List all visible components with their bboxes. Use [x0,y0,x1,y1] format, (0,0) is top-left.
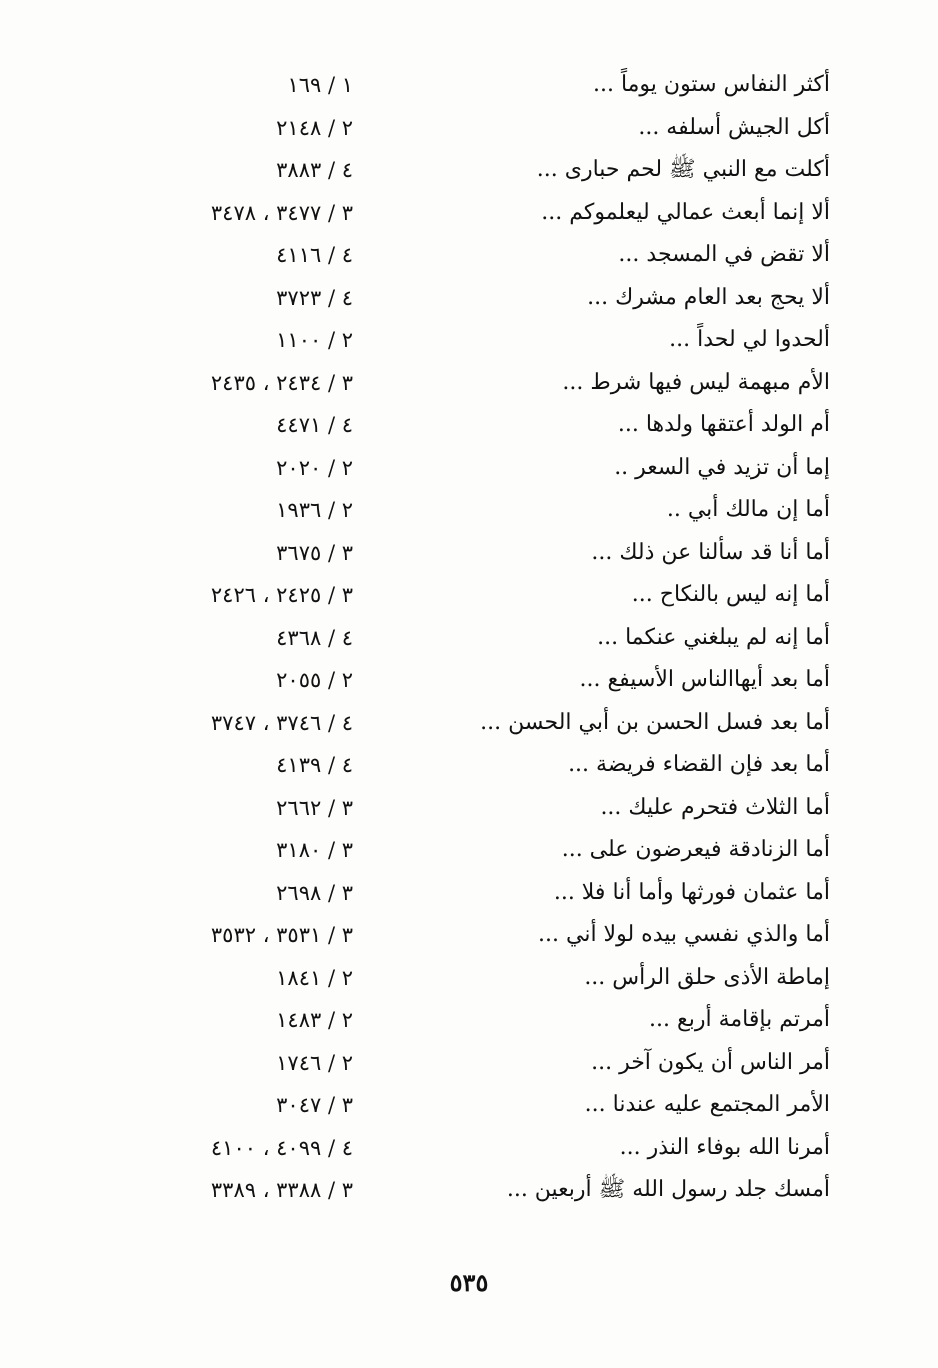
volume-number-reference: ١ / ١٦٩ [287,73,353,97]
index-entry [0,787,938,830]
hadith-incipit: أكثر النفاس ستون يوماً ... [592,72,830,97]
volume-number-reference: ٤ / ٤١٣٩ [276,753,353,777]
index-entry [0,744,938,787]
volume-number-reference: ٣ / ٣٠٤٧ [276,1093,353,1117]
hadith-incipit: أما بعد فإن القضاء فريضة ... [568,752,830,777]
hadith-incipit: الأم مبهمة ليس فيها شرط ... [562,369,830,395]
index-entry [0,999,938,1042]
index-entry [0,829,938,872]
hadith-incipit: أما إنه ليس بالنكاح ... [631,582,830,607]
hadith-incipit: أم الولد أعتقها ولدها ... [617,412,830,437]
hadith-incipit: أما والذي نفسي بيده لولا أني ... [538,922,830,947]
hadith-index-list [0,64,938,1212]
volume-number-reference: ٤ / ٤١١٦ [276,243,353,267]
volume-number-reference: ٤ / ٤٣٦٨ [276,625,353,650]
index-entry [0,107,938,150]
volume-number-reference: ٣ / ٣٣٨٨ ، ٣٣٨٩ [210,1178,353,1202]
hadith-incipit: أما إنه لم يبلغني عنكما ... [597,624,830,650]
volume-number-reference: ٢ / ١٤٨٣ [276,1008,353,1032]
hadith-incipit: أمرنا الله بوفاء النذر ... [619,1134,830,1160]
index-entry [0,1042,938,1085]
index-entry [0,872,938,915]
volume-number-reference: ٢ / ٢٠٢٠ [276,455,353,480]
index-entry [0,532,938,575]
hadith-incipit: ألا يحج بعد العام مشرك ... [587,284,830,310]
index-entry [0,362,938,405]
index-entry [0,1127,938,1170]
volume-number-reference: ٣ / ٣٥٣١ ، ٣٥٣٢ [210,923,353,947]
hadith-incipit: إما أن تزيد في السعر .. [614,454,830,480]
hadith-incipit: أكل الجيش أسلفه ... [638,114,830,140]
volume-number-reference: ٤ / ٣٨٨٣ [276,158,353,182]
hadith-incipit: أمر الناس أن يكون آخر ... [591,1049,830,1075]
index-entry [0,64,938,107]
index-entry [0,574,938,617]
hadith-incipit: ألا إنما أبعث عمالي ليعلموكم ... [541,199,830,225]
volume-number-reference: ٤ / ٣٧٤٦ ، ٣٧٤٧ [210,710,353,735]
hadith-incipit: أما الزنادقة فيعرضون على ... [561,837,830,862]
index-entry [0,319,938,362]
volume-number-reference: ٣ / ٣٤٧٧ ، ٣٤٧٨ [210,200,353,225]
index-entry [0,149,938,192]
hadith-incipit: أمسك جلد رسول الله ﷺ أربعين ... [506,1177,830,1202]
hadith-incipit: أما إن مالك أبي .. [666,497,830,522]
volume-number-reference: ٣ / ٣٦٧٥ [276,540,353,565]
hadith-incipit: أمرتم بإقامة أربع ... [649,1007,830,1032]
index-entry [0,1169,938,1212]
index-entry [0,914,938,957]
volume-number-reference: ٤ / ٣٧٢٣ [276,285,353,310]
volume-number-reference: ٢ / ٢١٤٨ [276,115,353,140]
index-entry [0,277,938,320]
volume-number-reference: ٣ / ٢٦٩٨ [276,880,353,905]
index-entry [0,192,938,235]
hadith-incipit: الأمر المجتمع عليه عندنا ... [584,1092,830,1117]
index-entry [0,234,938,277]
index-entry [0,1084,938,1127]
hadith-incipit: أما عثمان فورثها وأما أنا فلا ... [553,879,830,905]
index-entry [0,957,938,1000]
volume-number-reference: ٢ / ١١٠٠ [276,328,353,352]
index-entry [0,617,938,660]
volume-number-reference: ٢ / ١٧٤٦ [276,1050,353,1075]
volume-number-reference: ٢ / ١٨٤١ [276,965,353,990]
index-entry [0,489,938,532]
hadith-incipit: ألحدوا لي لحداً ... [669,327,830,352]
volume-number-reference: ٢ / ٢٠٥٥ [276,668,353,692]
hadith-incipit: أما الثلاث فتحرم عليك ... [600,794,830,820]
index-entry [0,659,938,702]
index-entry [0,447,938,490]
volume-number-reference: ٤ / ٤٠٩٩ ، ٤١٠٠ [210,1135,353,1160]
index-entry [0,702,938,745]
volume-number-reference: ٣ / ٢٦٦٢ [276,795,353,820]
hadith-incipit: أما بعد فسل الحسن بن أبي الحسن ... [480,709,830,735]
hadith-incipit: ألا تقض في المسجد ... [618,242,830,267]
volume-number-reference: ٣ / ٣١٨٠ [276,838,353,862]
index-entry [0,404,938,447]
volume-number-reference: ٢ / ١٩٣٦ [276,498,353,522]
volume-number-reference: ٣ / ٢٤٢٥ ، ٢٤٢٦ [210,583,353,607]
hadith-incipit: أما بعد أيهاالناس الأسيفع ... [579,667,830,692]
volume-number-reference: ٤ / ٤٤٧١ [276,413,353,437]
hadith-incipit: إماطة الأذى حلق الرأس ... [584,964,830,990]
volume-number-reference: ٣ / ٢٤٣٤ ، ٢٤٣٥ [210,370,353,395]
page-number: ٥٣٥ [449,1268,489,1297]
hadith-incipit: أما أنا قد سألنا عن ذلك ... [591,539,830,565]
hadith-incipit: أكلت مع النبي ﷺ لحم حبارى ... [536,157,830,182]
